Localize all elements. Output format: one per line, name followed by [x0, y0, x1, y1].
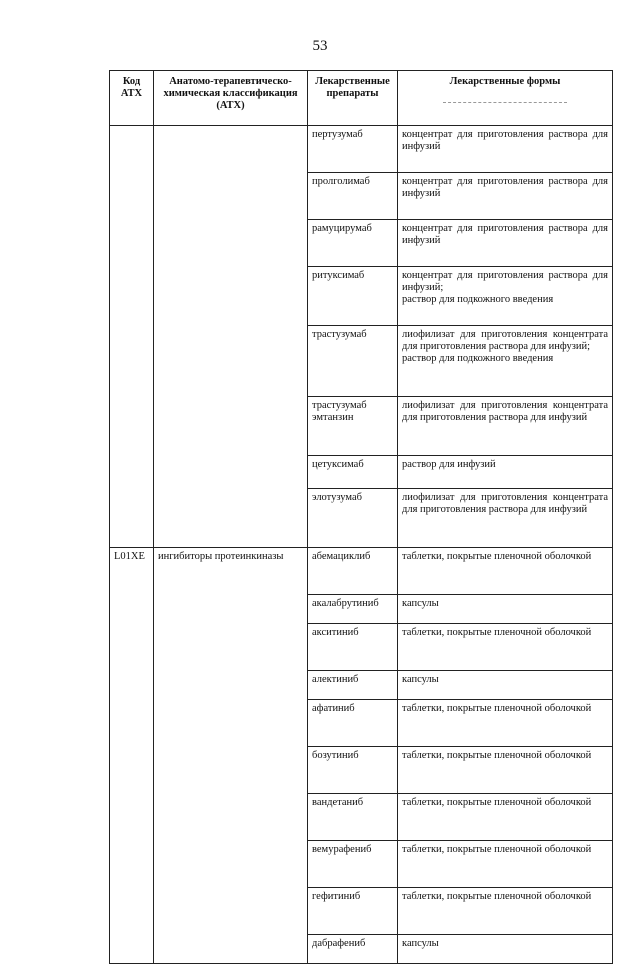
drug-cell: акалабрутиниб: [308, 595, 398, 624]
form-cell: концентрат для приготовления раствора для инфузий: [398, 126, 613, 173]
form-cell: капсулы: [398, 671, 613, 700]
drug-cell: элотузумаб: [308, 489, 398, 548]
drug-cell: алектиниб: [308, 671, 398, 700]
atx-classification-cell: ингибиторы протеинкиназы: [154, 548, 308, 964]
drug-cell: трастузумаб эмтанзин: [308, 397, 398, 456]
form-cell: лиофилизат для приготовления концентрата для приготовления раствора для инфузий: [398, 489, 613, 548]
drug-cell: рамуцирумаб: [308, 220, 398, 267]
table-body: [110, 126, 613, 964]
drug-cell: вандетаниб: [308, 794, 398, 841]
form-cell: таблетки, покрытые пленочной оболочкой: [398, 841, 613, 888]
header-code: Код АТХ: [110, 71, 154, 126]
atx-code-cell: L01XE: [110, 548, 154, 964]
header-forms: [398, 71, 613, 126]
drug-cell: бозутиниб: [308, 747, 398, 794]
header-drugs: Лекарственные препараты: [308, 71, 398, 126]
atx-classification-cell: [154, 126, 308, 548]
header-forms-label: Лекарственные формы: [449, 76, 561, 87]
form-cell: таблетки, покрытые пленочной оболочкой: [398, 747, 613, 794]
form-cell: таблетки, покрытые пленочной оболочкой: [398, 888, 613, 935]
drug-cell: пролголимаб: [308, 173, 398, 220]
header-dashes: [443, 102, 567, 103]
atx-table: [109, 70, 613, 964]
table-header-row: [110, 71, 613, 126]
header-classification: Анатомо-терапевтическо-химическая классификация (АТХ): [154, 71, 308, 126]
drug-cell: цетуксимаб: [308, 456, 398, 489]
drug-cell: ритуксимаб: [308, 267, 398, 326]
form-cell: лиофилизат для приготовления концентрата для приготовления раствора для инфузий; раствор для подкожного введения: [398, 326, 613, 397]
table-row: [110, 548, 613, 595]
form-cell: лиофилизат для приготовления концентрата для приготовления раствора для инфузий: [398, 397, 613, 456]
drug-cell: вемурафениб: [308, 841, 398, 888]
form-cell: раствор для инфузий: [398, 456, 613, 489]
drug-cell: дабрафениб: [308, 935, 398, 964]
drug-cell: гефитиниб: [308, 888, 398, 935]
atx-code-cell: [110, 126, 154, 548]
drug-cell: пертузумаб: [308, 126, 398, 173]
drug-cell: абемациклиб: [308, 548, 398, 595]
form-cell: концентрат для приготовления раствора для инфузий: [398, 173, 613, 220]
form-cell: таблетки, покрытые пленочной оболочкой: [398, 548, 613, 595]
form-cell: капсулы: [398, 595, 613, 624]
form-cell: концентрат для приготовления раствора для инфузий; раствор для подкожного введения: [398, 267, 613, 326]
drug-cell: афатиниб: [308, 700, 398, 747]
form-cell: таблетки, покрытые пленочной оболочкой: [398, 624, 613, 671]
form-cell: таблетки, покрытые пленочной оболочкой: [398, 794, 613, 841]
drug-cell: акситиниб: [308, 624, 398, 671]
page-number: 53: [312, 38, 328, 54]
form-cell: капсулы: [398, 935, 613, 964]
drug-cell: трастузумаб: [308, 326, 398, 397]
form-cell: концентрат для приготовления раствора для инфузий: [398, 220, 613, 267]
table-row: [110, 126, 613, 173]
form-cell: таблетки, покрытые пленочной оболочкой: [398, 700, 613, 747]
